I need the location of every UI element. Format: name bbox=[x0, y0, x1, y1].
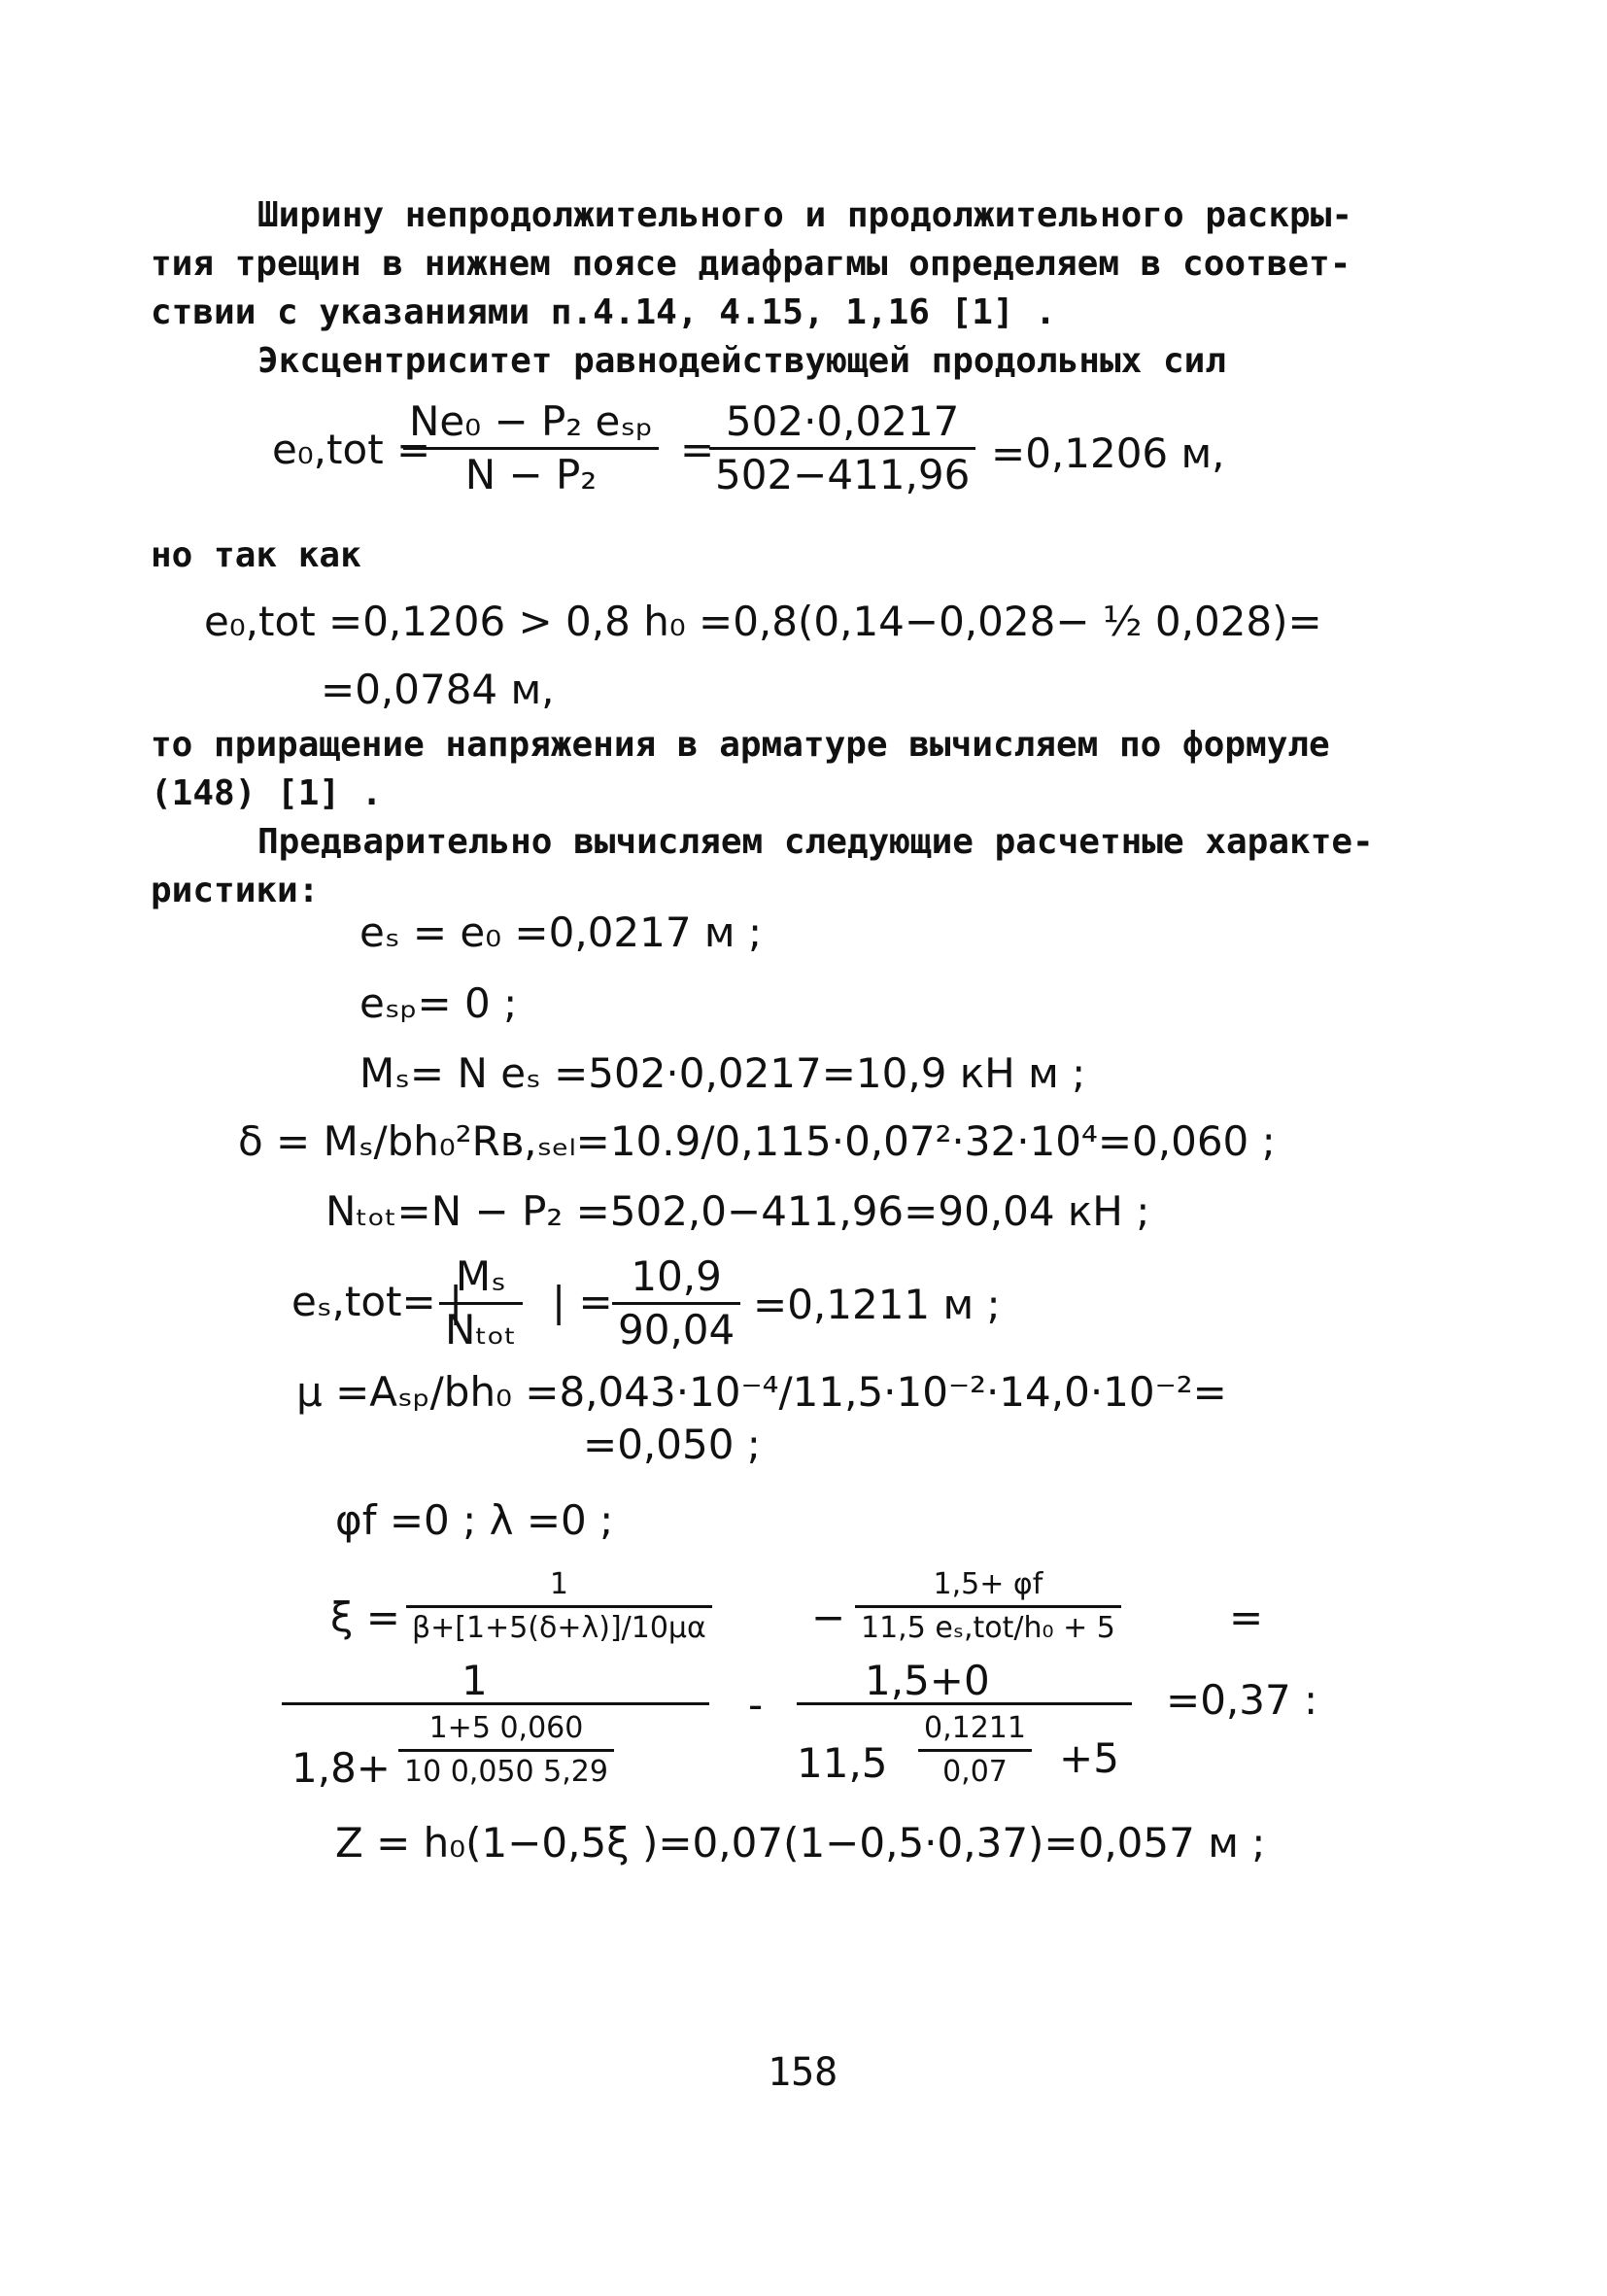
subst-result: =0,37 : bbox=[1166, 1676, 1318, 1724]
eq1-numerator-numeric: 502·0,0217 bbox=[709, 398, 975, 450]
subst-minus: - bbox=[748, 1681, 764, 1729]
formula-xi-fraction1 bbox=[406, 1566, 712, 1647]
eq2-line1: e₀,tot =0,1206 > 0,8 h₀ =0,8(0,14−0,028− ½ 0,028)= bbox=[204, 598, 1322, 645]
formula-z: Z = h₀(1−0,5ξ )=0,07(1−0,5·0,37)=0,057 м ; bbox=[335, 1819, 1266, 1867]
formula-xi-den2: 11,5 eₛ,tot/h₀ + 5 bbox=[861, 1611, 1115, 1645]
subst-left-inner-num: 1+5 0,060 bbox=[398, 1710, 614, 1752]
subst-right-inner-fraction bbox=[918, 1710, 1032, 1791]
paragraph3-line2: ристики: bbox=[151, 871, 320, 910]
subst-left-inner-den: 10 0,050 5,29 bbox=[404, 1755, 608, 1789]
page-number: 158 bbox=[768, 2050, 838, 2095]
formula-estot-fraction-numeric bbox=[612, 1253, 740, 1354]
paragraph1-line3: ствии с указаниями п.4.14, 4.15, 1,16 [1] . bbox=[151, 292, 1056, 332]
paragraph1-line2: тия трещин в нижнем поясе диафрагмы определяем в соответ- bbox=[151, 244, 1351, 284]
subst-right-inner-den: 0,07 bbox=[942, 1755, 1008, 1789]
paragraph2-line1: то приращение напряжения в арматуре вычисляем по формуле bbox=[151, 725, 1330, 765]
formula-estot-den: Nₜₒₜ bbox=[445, 1306, 517, 1354]
paragraph2-line2: (148) [1] . bbox=[151, 773, 383, 813]
formula-estot-den-numeric: 90,04 bbox=[618, 1306, 735, 1354]
subst-left-denominator-prefix: 1,8+ bbox=[291, 1744, 391, 1792]
formula-phi-lambda: φf =0 ; λ =0 ; bbox=[335, 1496, 614, 1544]
formula-es: eₛ = e₀ =0,0217 м ; bbox=[359, 908, 763, 956]
formula-ntot: Nₜₒₜ=N − P₂ =502,0−411,96=90,04 кН ; bbox=[325, 1187, 1150, 1235]
formula-xi-num2: 1,5+ φf bbox=[855, 1566, 1121, 1608]
eq2-line2: =0,0784 м, bbox=[321, 666, 555, 713]
subst-left-numerator: 1 bbox=[462, 1657, 488, 1704]
formula-estot-result: =0,1211 м ; bbox=[753, 1281, 1001, 1328]
formula-delta: δ = Mₛ/bh₀²Rʙ,ₛₑₗ=10.9/0,115·0,07²·32·10⁴=0,060 ; bbox=[238, 1117, 1276, 1165]
eq1-equals: = bbox=[680, 426, 715, 473]
formula-esp: eₛₚ= 0 ; bbox=[359, 979, 518, 1027]
formula-mu-line1: μ =Aₛₚ/bh₀ =8,043·10⁻⁴/11,5·10⁻²·14,0·10⁻²= bbox=[296, 1368, 1227, 1416]
eq1-numerator: Ne₀ − P₂ eₛₚ bbox=[403, 398, 659, 450]
formula-xi-minus: − bbox=[811, 1593, 846, 1641]
formula-xi-den1: β+[1+5(δ+λ)]/10μα bbox=[412, 1611, 706, 1645]
subst-right-fraction-bar bbox=[797, 1702, 1132, 1705]
formula-estot-num-numeric: 10,9 bbox=[612, 1253, 740, 1305]
formula-estot-num: Mₛ bbox=[439, 1253, 523, 1305]
formula-xi-equals: = bbox=[1229, 1593, 1264, 1641]
paragraph1-line1: Ширину непродолжительного и продолжительного раскры- bbox=[257, 195, 1353, 235]
eq1-fraction-numeric bbox=[709, 398, 975, 498]
formula-mu-line2: =0,050 ; bbox=[583, 1421, 761, 1468]
formula-xi-num1: 1 bbox=[406, 1566, 712, 1608]
no-tak-kak: но так как bbox=[151, 535, 361, 575]
eq1-result: =0,1206 м, bbox=[991, 429, 1225, 477]
subst-right-plus: +5 bbox=[1059, 1734, 1119, 1782]
eq1-denominator: N − P₂ bbox=[464, 451, 598, 498]
formula-xi-fraction2 bbox=[855, 1566, 1121, 1647]
subst-left-fraction-bar bbox=[282, 1702, 709, 1705]
subst-right-inner-num: 0,1211 bbox=[918, 1710, 1032, 1752]
formula-ms: Mₛ= N eₛ =502·0,0217=10,9 кН м ; bbox=[359, 1049, 1086, 1097]
subst-right-denominator-prefix: 11,5 bbox=[797, 1739, 888, 1787]
paragraph3-line1: Предварительно вычисляем следующие расчетные характе- bbox=[257, 822, 1374, 862]
eccentricity-heading: Эксцентриситет равнодействующей продольных сил bbox=[257, 341, 1226, 381]
eq1-fraction-symbolic bbox=[403, 398, 659, 498]
eq1-lhs: e₀,tot = bbox=[272, 426, 431, 473]
formula-estot-mid: | = bbox=[552, 1278, 613, 1325]
formula-estot-fraction bbox=[439, 1253, 523, 1354]
subst-left-inner-fraction bbox=[398, 1710, 614, 1791]
eq1-denominator-numeric: 502−411,96 bbox=[715, 451, 971, 498]
formula-estot-lhs: eₛ,tot= | bbox=[291, 1278, 463, 1325]
subst-right-numerator: 1,5+0 bbox=[865, 1657, 990, 1704]
formula-xi-lhs: ξ = bbox=[330, 1593, 400, 1641]
